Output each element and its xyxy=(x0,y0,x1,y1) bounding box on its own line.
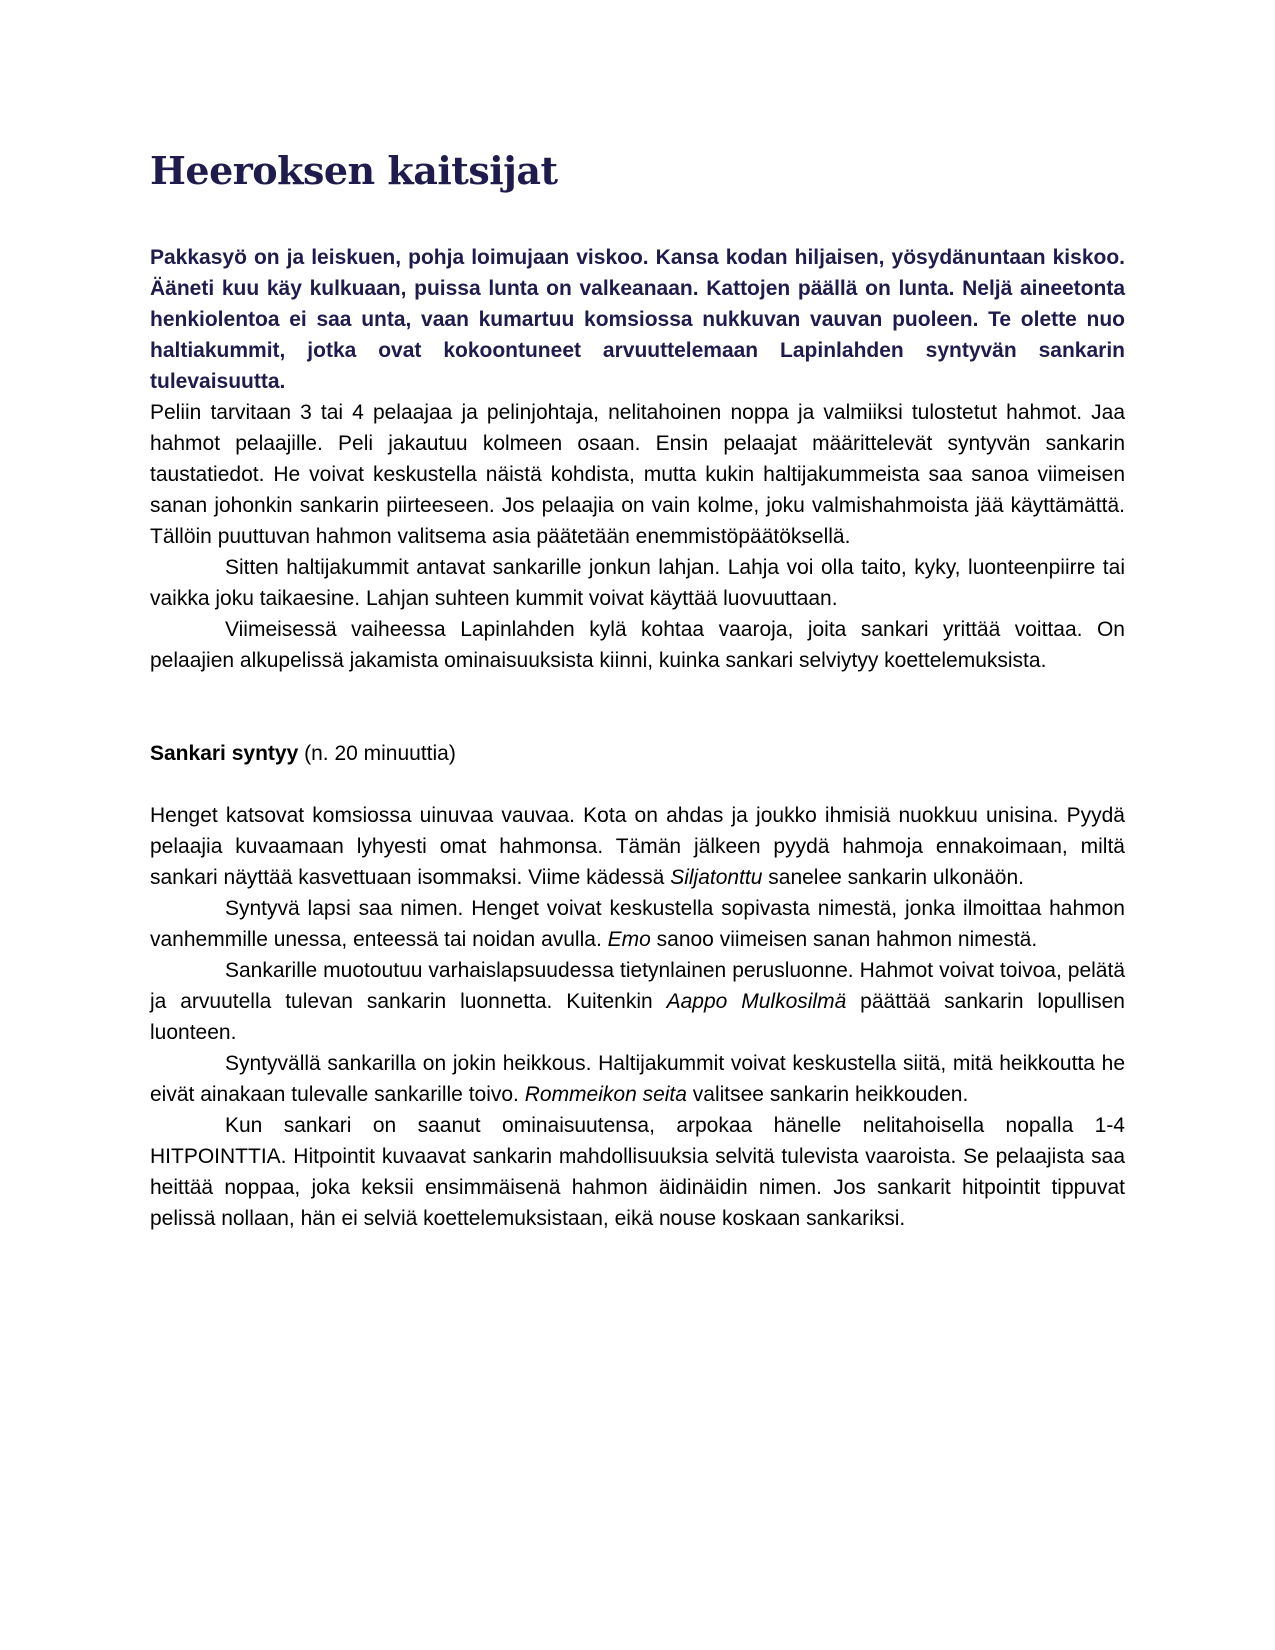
section-paragraph-3 xyxy=(150,955,1125,1048)
rules-paragraph-1: Peliin tarvitaan 3 tai 4 pelaajaa ja pelinjohtaja, nelitahoinen noppa ja valmiiksi tulostetut hahmot. Jaa hahmot pelaajille. Peli jakautuu kolmeen osaan. Ensin pelaajat määrittelevät syntyvän sankarin taustatiedot. He voivat keskustella näistä kohdista, mutta kukin haltijakummeista saa sanoa viimeisen sanan johonkin sankarin piirteeseen. Jos pelaajia on vain kolme, joku valmishahmoista jää käyttämättä. Tällöin puuttuvan hahmon valitsema asia päätetään enemmistöpäätöksellä. xyxy=(150,401,1125,548)
section-paragraph-5: Kun sankari on saanut ominaisuutensa, arpokaa hänelle nelitahoisella nopalla 1-4 HITPOINTTIA. Hitpointit kuvaavat sankarin mahdollisuuksia selvitä tulevista vaaroista. Se pelaajista saa heittää noppaa, joka keksii ensimmäisenä hahmon äidinäidin nimen. Jos sankarit hitpointit tippuvat pelissä nollaan, hän ei selviä koettelemuksistaan, eikä nouse koskaan sankariksi. xyxy=(150,1114,1125,1230)
text-run: valitsee sankarin heikkouden. xyxy=(686,1083,969,1106)
section-paragraph-4 xyxy=(150,1048,1125,1110)
document-body xyxy=(150,140,1125,1234)
character-name: Siljatonttu xyxy=(670,866,763,889)
text-run: Syntyvällä sankarilla on jokin heikkous. Haltijakummit voivat keskustella siitä, mitä heikkoutta he eivät ainakaan tulevalle sankarille toivo. xyxy=(150,1052,1125,1106)
text-run: päättää sankarin lopullisen luonteen. xyxy=(150,990,1125,1044)
rules-paragraph-3: Viimeisessä vaiheessa Lapinlahden kylä kohtaa vaaroja, joita sankari yrittää voittaa. On pelaajien alkupelissä jakamista ominaisuuksista kiinni, kuinka sankari selviytyy koettelemuksista. xyxy=(150,618,1125,672)
spacer xyxy=(150,676,1125,738)
section-paragraph-2 xyxy=(150,893,1125,955)
rules-paragraph-2: Sitten haltijakummit antavat sankarille jonkun lahjan. Lahja voi olla taito, kyky, luonteenpiirre tai vaikka joku taikaesine. Lahjan suhteen kummit voivat käyttää luovuuttaan. xyxy=(150,556,1125,610)
section-paragraph-1 xyxy=(150,800,1125,893)
intro-paragraph: Pakkasyö on ja leiskuen, pohja loimujaan viskoo. Kansa kodan hiljaisen, yösydänuntaan kiskoo. Ääneti kuu käy kulkuaan, puissa lunta on valkeanaan. Kattojen päällä on lunta. Neljä aineetonta henkiolentoa ei saa unta, vaan kumartuu komsiossa nukkuvan vauvan puoleen. Te olette nuo haltiakummit, jotka ovat kokoontuneet arvuuttelemaan Lapinlahden syntyvän sankarin tulevaisuutta. xyxy=(150,246,1125,393)
section-heading xyxy=(150,738,1125,769)
character-name: Emo xyxy=(607,928,651,951)
page-title: Heeroksen kaitsijat xyxy=(150,148,558,193)
section-title: Sankari syntyy xyxy=(150,742,299,765)
text-run: sanoo viimeisen sanan hahmon nimestä. xyxy=(650,928,1038,951)
section-duration: (n. 20 minuuttia) xyxy=(304,742,456,765)
text-run: sanelee sankarin ulkonäön. xyxy=(762,866,1024,889)
text-run: Henget katsovat komsiossa uinuvaa vauvaa. Kota on ahdas ja joukko ihmisiä nuokkuu unisina. Pyydä pelaajia kuvaamaan lyhyesti omat hahmonsa. Tämän jälkeen pyydä hahmoja ennakoimaan, miltä sankari näyttää kasvettuaan isommaksi. Viime kädessä xyxy=(150,804,1125,889)
text-run: Sankarille muotoutuu varhaislapsuudessa tietynlainen perusluonne. Hahmot voivat toivoa, pelätä ja arvuutella tulevan sankarin luonnetta. Kuitenkin xyxy=(150,959,1125,1013)
character-name: Rommeikon seita xyxy=(524,1083,687,1106)
text-run: Syntyvä lapsi saa nimen. Henget voivat keskustella sopivasta nimestä, jonka ilmoittaa hahmon vanhemmille unessa, enteessä tai noidan avulla. xyxy=(150,897,1125,951)
character-name: Aappo Mulkosilmä xyxy=(666,990,847,1013)
